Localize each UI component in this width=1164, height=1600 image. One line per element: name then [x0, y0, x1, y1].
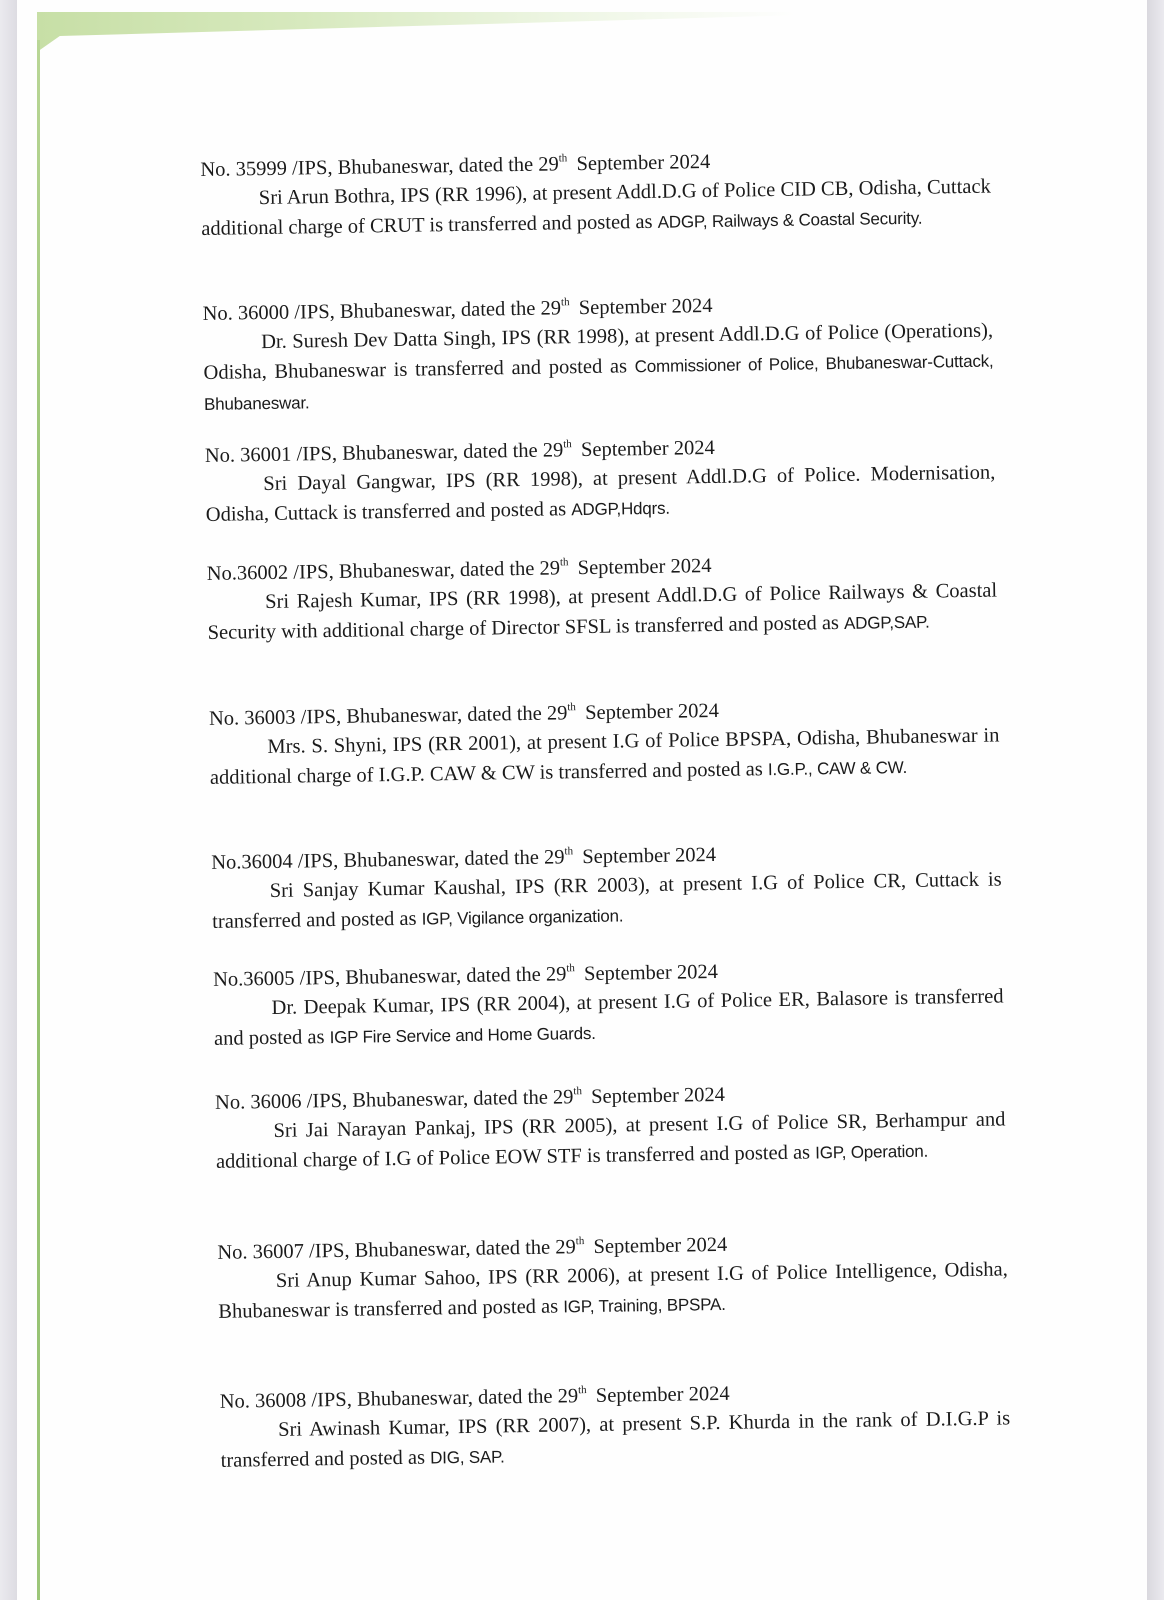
order-ordinal: th: [575, 1235, 585, 1248]
order-body-text: Dr. Suresh Dev Datta Singh, IPS (RR 1998), at present Addl.D.G of Police (Operations), Odisha, Bhubaneswar is transferred and posted as: [203, 319, 994, 384]
order-body-text: Sri Rajesh Kumar, IPS (RR 1998), at present Addl.D.G of Police Railways & Coastal Security with additional charge of Director SFSL is transferred and posted as: [207, 579, 998, 644]
order-body-text: Sri Jai Narayan Pankaj, IPS (RR 2005), at present I.G of Police SR, Berhampur and additional charge of I.G of Police EOW STF is transferred and posted as: [215, 1108, 1006, 1173]
order-number: No. 35999 /IPS, Bhubaneswar, dated the 29: [200, 153, 559, 181]
order-posting: I.G.P., CAW & CW.: [767, 757, 908, 780]
order-body: [207, 576, 998, 649]
order-date: September 2024: [595, 1382, 730, 1407]
order-entry: [220, 1376, 1011, 1476]
order-body-text: Sri Anup Kumar Sahoo, IPS (RR 2006), at present I.G of Police Intelligence, Odisha, Bhubaneswar is transferred and posted as: [218, 1258, 1008, 1323]
order-entry: [217, 1227, 1008, 1327]
order-date: September 2024: [577, 555, 712, 580]
order-ordinal: th: [558, 152, 568, 165]
order-entry: [213, 954, 1004, 1054]
transfer-orders: [200, 132, 1011, 1472]
order-number: No. 36001 /IPS, Bhubaneswar, dated the 29: [204, 439, 564, 467]
order-number: No. 36007 /IPS, Bhubaneswar, dated the 29: [217, 1236, 576, 1264]
order-date: September 2024: [580, 436, 715, 462]
order-date: September 2024: [583, 960, 719, 986]
order-entry: [200, 145, 991, 245]
document-page: [17, 0, 1147, 1600]
order-entry: [209, 694, 1000, 794]
order-entry: [211, 838, 1002, 938]
order-body: [203, 316, 994, 420]
order-date: September 2024: [584, 699, 720, 725]
viewer-right-margin: [1147, 0, 1164, 1600]
order-posting: IGP Fire Service and Home Guards.: [329, 1023, 596, 1048]
order-posting: IGP, Vigilance organization.: [421, 906, 624, 929]
order-number: No. 36003 /IPS, Bhubaneswar, dated the 29: [208, 702, 568, 730]
order-number: No. 36008 /IPS, Bhubaneswar, dated the 29: [219, 1385, 579, 1413]
order-body: [209, 721, 1000, 794]
order-ordinal: th: [563, 438, 572, 451]
order-number: No.36005 /IPS, Bhubaneswar, dated the 29: [212, 963, 567, 991]
order-posting: ADGP,Hdqrs.: [571, 498, 671, 520]
order-body: [205, 458, 996, 531]
order-posting: IGP, Training, BPSPA.: [563, 1294, 726, 1317]
order-ordinal: th: [560, 296, 570, 309]
order-entry: [207, 549, 998, 649]
order-posting: ADGP,SAP.: [843, 612, 930, 633]
order-body-text: Sri Dayal Gangwar, IPS (RR 1998), at present Addl.D.G of Police. Modernisation, Odisha, Cuttack is transferred and posted as: [205, 461, 996, 526]
green-highlight-top: [37, 12, 797, 52]
order-entry: [215, 1077, 1006, 1177]
order-entry: [205, 431, 996, 531]
order-body-text: Sri Awinash Kumar, IPS (RR 2007), at present S.P. Khurda in the rank of D.I.G.P is transferred and posted as: [220, 1407, 1011, 1472]
order-ordinal: th: [559, 556, 569, 569]
order-number: No. 36000 /IPS, Bhubaneswar, dated the 29: [202, 297, 562, 325]
order-posting: IGP, Operation.: [815, 1141, 929, 1163]
order-body: [201, 172, 992, 245]
order-entry: [202, 289, 994, 420]
order-body: [215, 1104, 1006, 1177]
order-date: September 2024: [590, 1083, 726, 1108]
order-body: [220, 1403, 1011, 1476]
order-body: [218, 1254, 1009, 1327]
order-date: September 2024: [593, 1233, 728, 1258]
order-date: September 2024: [576, 150, 711, 176]
order-posting: DIG, SAP.: [429, 1447, 505, 1468]
order-posting: Commissioner of Police, Bhubaneswar-Cuttack, Bhubaneswar.: [203, 351, 994, 414]
order-ordinal: th: [577, 1384, 587, 1397]
order-body-text: Sri Arun Bothra, IPS (RR 1996), at present Addl.D.G of Police CID CB, Odisha, Cuttack additional charge of CRUT is transferred and posted as: [201, 175, 991, 240]
viewer-left-margin: [0, 0, 17, 1600]
order-body-text: Sri Sanjay Kumar Kaushal, IPS (RR 2003), at present I.G of Police CR, Cuttack is transferred and posted as: [212, 868, 1002, 933]
order-ordinal: th: [567, 701, 576, 714]
order-number: No.36004 /IPS, Bhubaneswar, dated the 29: [211, 846, 565, 874]
order-date: September 2024: [578, 294, 713, 320]
order-number: No.36002 /IPS, Bhubaneswar, dated the 29: [206, 557, 561, 585]
order-ordinal: th: [564, 845, 574, 858]
order-body-text: Dr. Deepak Kumar, IPS (RR 2004), at present I.G of Police ER, Balasore is transferred and posted as: [213, 985, 1004, 1050]
order-body: [213, 981, 1004, 1054]
order-body: [211, 865, 1002, 938]
order-number: No. 36006 /IPS, Bhubaneswar, dated the 29: [214, 1086, 574, 1114]
order-body-text: Mrs. S. Shyni, IPS (RR 2001), at present I.G of Police BPSPA, Odisha, Bhubaneswar in additional charge of I.G.P. CAW & CW is transferred and posted as: [209, 724, 1000, 789]
green-edge-line: [37, 40, 40, 1600]
order-ordinal: th: [573, 1085, 583, 1098]
order-posting: ADGP, Railways & Coastal Security.: [657, 208, 923, 232]
order-ordinal: th: [566, 962, 575, 975]
order-date: September 2024: [582, 843, 717, 869]
